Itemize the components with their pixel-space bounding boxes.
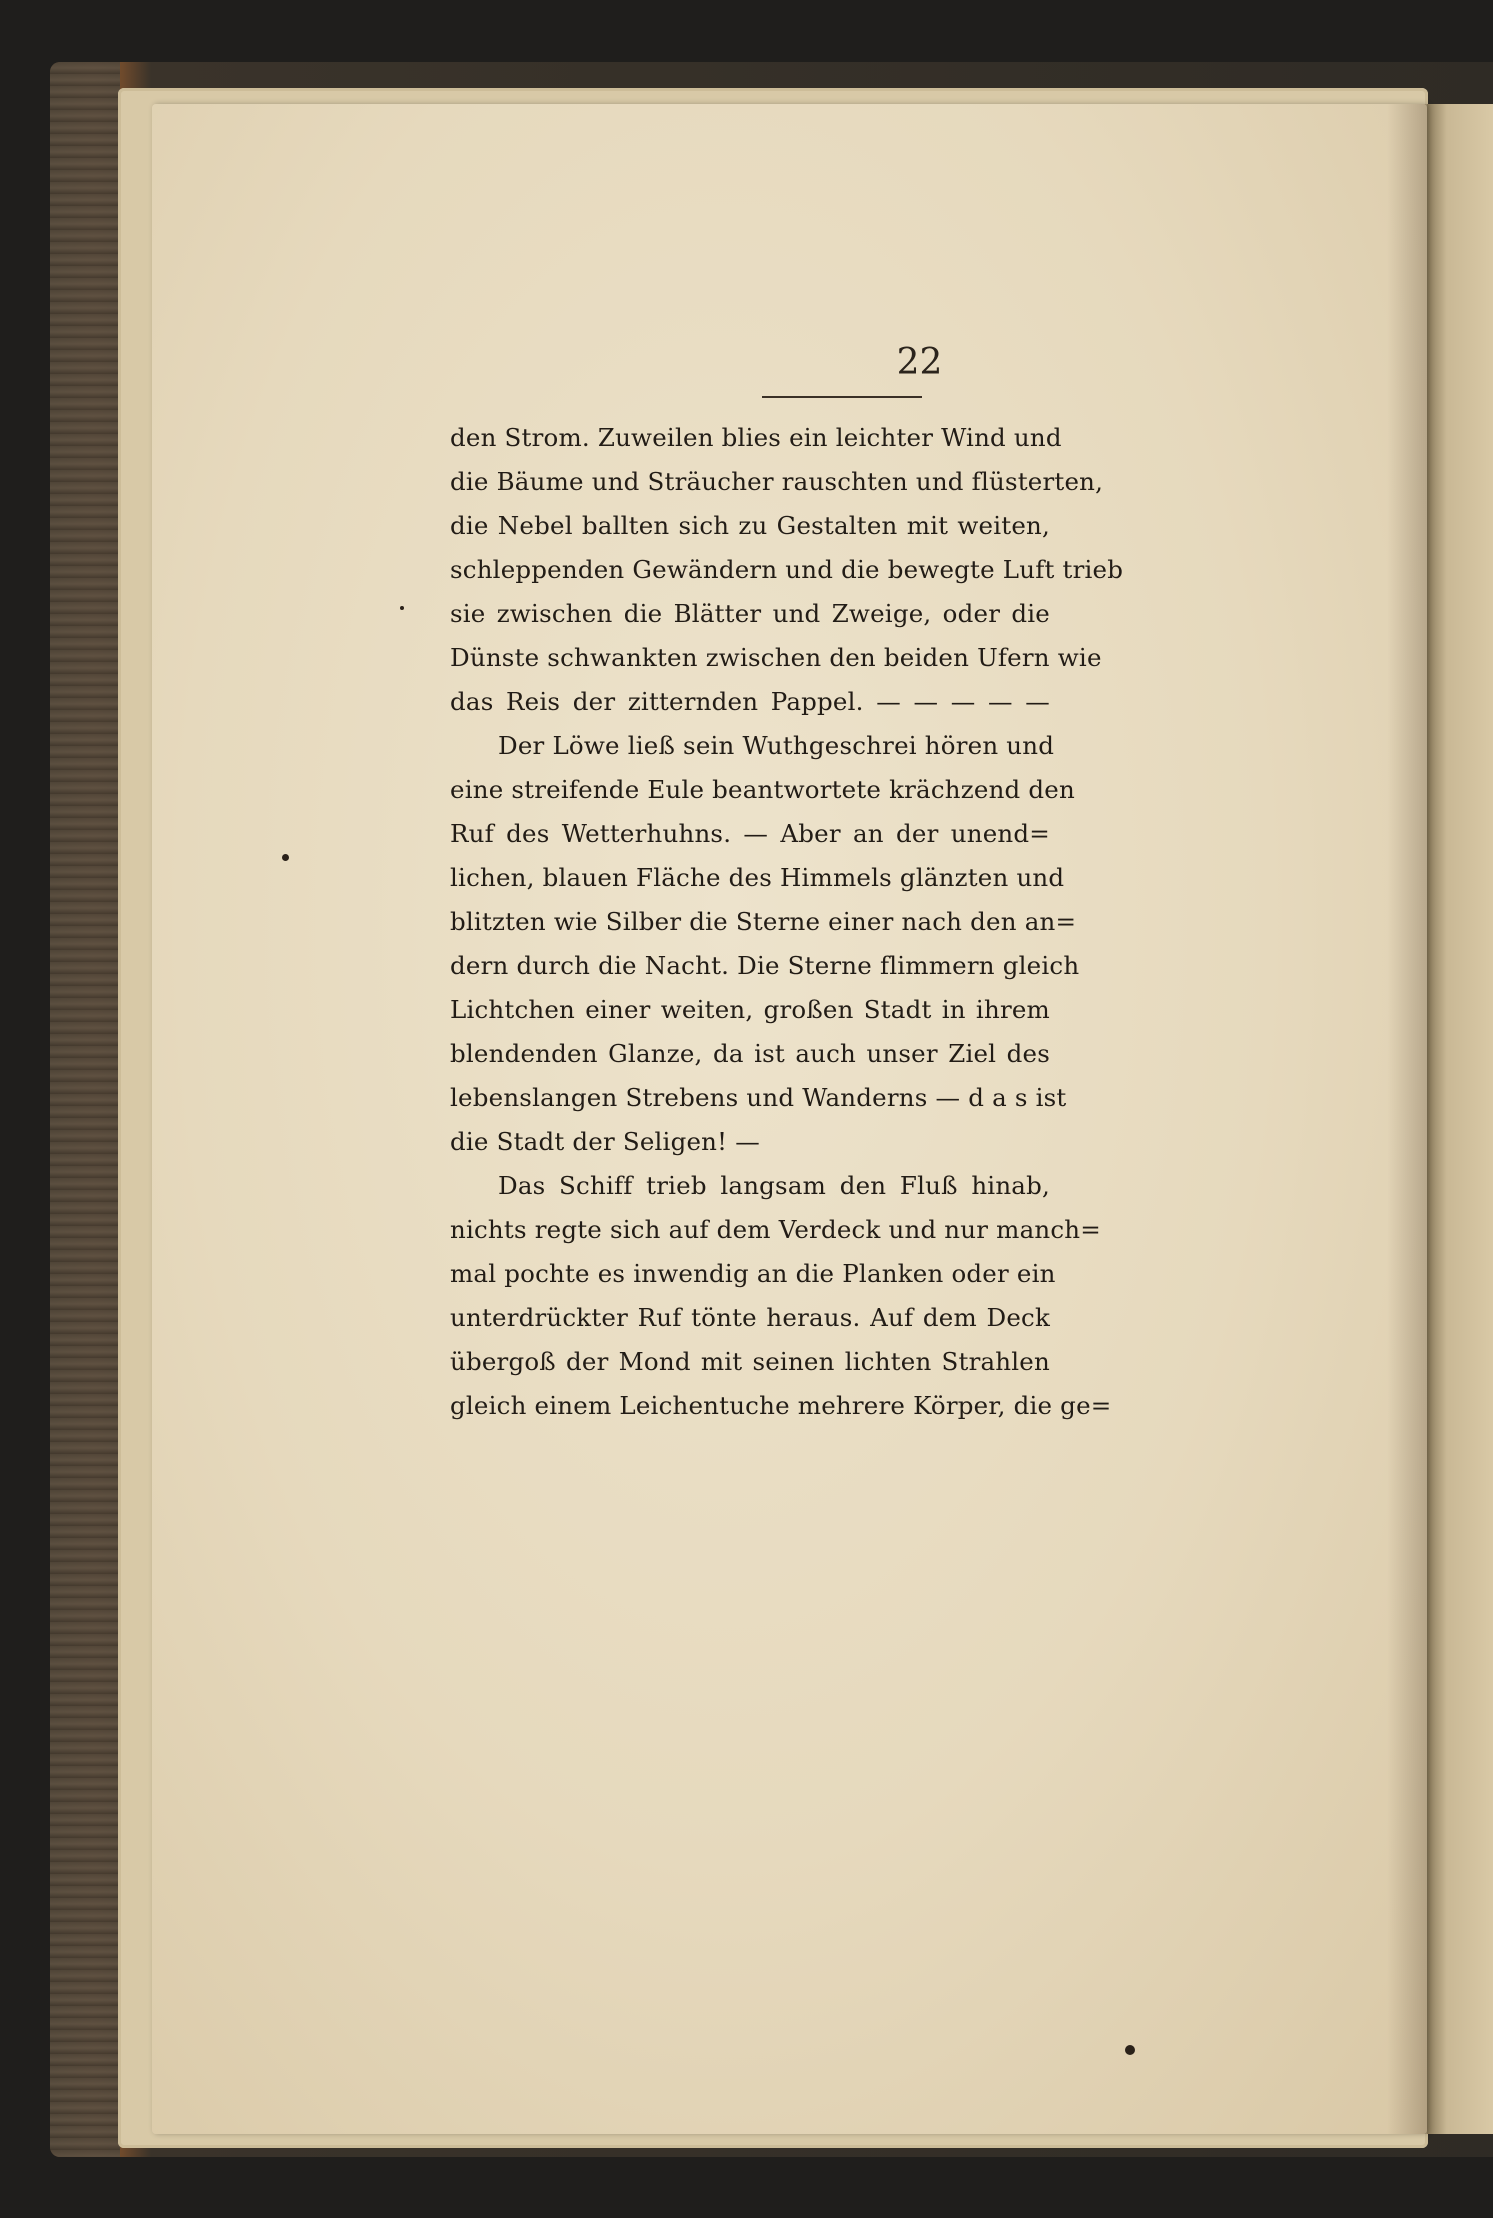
- text-line: schleppenden Gewändern und die bewegte Luft trieb: [450, 555, 1124, 584]
- ink-speck: [282, 854, 289, 861]
- text-line: Der Löwe ließ sein Wuthgeschrei hören und: [498, 731, 1055, 760]
- text-line: die Stadt der Seligen! —: [450, 1127, 760, 1156]
- text-line: gleich einem Leichentuche mehrere Körper, die ge=: [450, 1391, 1112, 1420]
- book-spine: [50, 62, 120, 2157]
- book-page: [152, 104, 1427, 2134]
- text-line: eine streifende Eule beantwortete krächzend den: [450, 775, 1075, 804]
- text-line: Lichtchen einer weiten, großen Stadt in ihrem: [450, 995, 1050, 1024]
- text-line: das Reis der zitternden Pappel. — — — — —: [450, 687, 1050, 716]
- text-line: blendenden Glanze, da ist auch unser Ziel des: [450, 1039, 1050, 1068]
- text-line: Dünste schwankten zwischen den beiden Ufern wie: [450, 643, 1102, 672]
- text-line: mal pochte es inwendig an die Planken oder ein: [450, 1259, 1056, 1288]
- ink-speck: [1125, 2045, 1135, 2055]
- facing-page-edge: [1427, 104, 1493, 2134]
- text-line: übergoß der Mond mit seinen lichten Strahlen: [450, 1347, 1050, 1376]
- text-line: nichts regte sich auf dem Verdeck und nur manch=: [450, 1215, 1102, 1244]
- page-number-rule: [762, 396, 922, 398]
- ink-speck: [400, 606, 404, 610]
- text-line: den Strom. Zuweilen blies ein leichter Wind und: [450, 423, 1062, 452]
- text-line: dern durch die Nacht. Die Sterne flimmern gleich: [450, 951, 1080, 980]
- page-number: 22: [896, 342, 943, 383]
- text-line: die Bäume und Sträucher rauschten und flüsterten,: [450, 467, 1104, 496]
- body-text: [450, 416, 1124, 1428]
- text-line: unterdrückter Ruf tönte heraus. Auf dem Deck: [450, 1303, 1050, 1332]
- gutter-shadow: [1387, 104, 1427, 2134]
- text-line: lichen, blauen Fläche des Himmels glänzten und: [450, 863, 1065, 892]
- text-line: blitzten wie Silber die Sterne einer nach den an=: [450, 907, 1077, 936]
- text-line: lebenslangen Strebens und Wanderns — d a s ist: [450, 1083, 1067, 1112]
- text-line: Ruf des Wetterhuhns. — Aber an der unend=: [450, 819, 1050, 848]
- text-line: die Nebel ballten sich zu Gestalten mit weiten,: [450, 511, 1050, 540]
- text-line: sie zwischen die Blätter und Zweige, oder die: [450, 599, 1050, 628]
- text-line: Das Schiff trieb langsam den Fluß hinab,: [498, 1171, 1050, 1200]
